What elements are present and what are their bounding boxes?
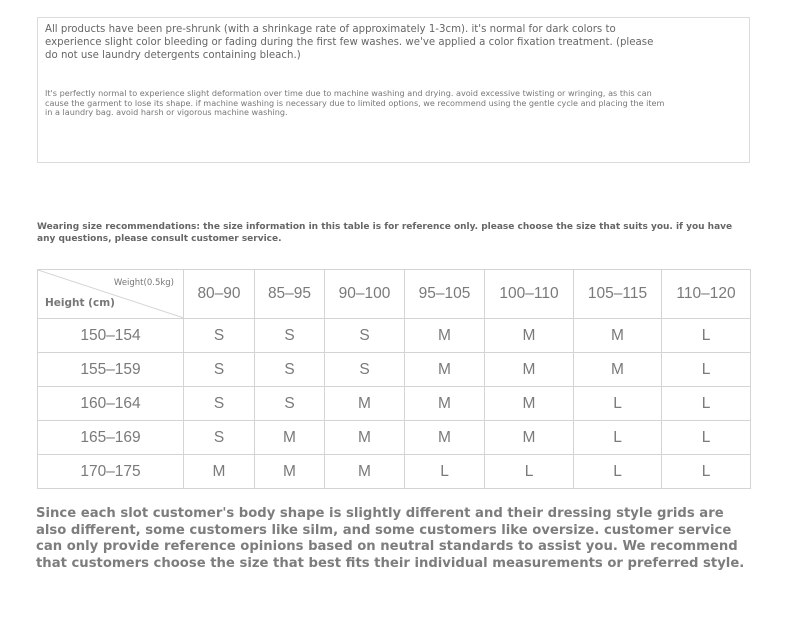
weight-column-header: 85–95 xyxy=(255,270,325,319)
size-cell: S xyxy=(184,421,255,455)
size-cell: M xyxy=(485,387,574,421)
size-cell: M xyxy=(184,455,255,489)
size-cell: S xyxy=(255,387,325,421)
fit-disclaimer-note: Since each slot customer's body shape is slightly different and their dressing style grids are also different, some customers like silm, and some customers like oversize. customer service can only provide reference opinions based on neutral standards to assist you. We recommend that customers choose the size that best fits their individual measurements or preferred style. xyxy=(36,506,745,571)
size-cell: S xyxy=(255,353,325,387)
weight-column-header: 105–115 xyxy=(574,270,662,319)
size-cell: S xyxy=(184,387,255,421)
care-paragraph-washing: It's perfectly normal to experience slight deformation over time due to machine washing and drying. avoid excessive twisting or wringing, as this can cause the garment to lose its shape. if machine washing is necessary due to limited options, we recommend using the gentle cycle and placing the item in a laundry bag. avoid harsh or vigorous machine washing. xyxy=(45,88,665,117)
weight-column-header: 110–120 xyxy=(662,270,751,319)
table-row xyxy=(38,387,751,421)
weight-column-header: 80–90 xyxy=(184,270,255,319)
height-cell: 170–175 xyxy=(38,455,184,489)
height-axis-label: Height (cm) xyxy=(45,297,115,309)
size-cell: S xyxy=(325,319,405,353)
size-cell: M xyxy=(485,421,574,455)
height-cell: 160–164 xyxy=(38,387,184,421)
size-cell: L xyxy=(485,455,574,489)
size-cell: L xyxy=(662,387,751,421)
size-cell: M xyxy=(574,353,662,387)
size-cell: M xyxy=(325,455,405,489)
height-cell: 150–154 xyxy=(38,319,184,353)
size-cell: M xyxy=(405,421,485,455)
size-cell: S xyxy=(325,353,405,387)
size-cell: M xyxy=(325,421,405,455)
size-chart-header-row xyxy=(38,270,751,319)
size-cell: M xyxy=(255,421,325,455)
size-cell: S xyxy=(255,319,325,353)
weight-column-header: 95–105 xyxy=(405,270,485,319)
size-cell: M xyxy=(485,319,574,353)
size-cell: M xyxy=(405,319,485,353)
care-paragraph-shrinkage: All products have been pre-shrunk (with a shrinkage rate of approximately 1-3cm). it's normal for dark colors to experience slight color bleeding or fading during the first few washes. we've applied a color fixation treatment. (please do not use laundry detergents containing bleach.) xyxy=(45,24,654,61)
size-cell: L xyxy=(662,455,751,489)
corner-header-cell xyxy=(38,270,184,319)
size-cell: M xyxy=(405,387,485,421)
weight-column-header: 90–100 xyxy=(325,270,405,319)
table-row xyxy=(38,353,751,387)
table-row xyxy=(38,421,751,455)
table-row xyxy=(38,319,751,353)
size-cell: M xyxy=(574,319,662,353)
size-cell: L xyxy=(405,455,485,489)
size-cell: M xyxy=(325,387,405,421)
size-cell: L xyxy=(574,421,662,455)
weight-axis-label: Weight(0.5kg) xyxy=(113,278,174,288)
size-cell: S xyxy=(184,353,255,387)
height-cell: 155–159 xyxy=(38,353,184,387)
weight-column-header: 100–110 xyxy=(485,270,574,319)
size-cell: S xyxy=(184,319,255,353)
size-cell: L xyxy=(574,455,662,489)
size-cell: L xyxy=(662,421,751,455)
size-recommendation-intro: Wearing size recommendations: the size information in this table is for reference only. please choose the size that suits you. if you have any questions, please consult customer service. xyxy=(37,222,733,244)
size-cell: L xyxy=(662,353,751,387)
size-cell: L xyxy=(574,387,662,421)
size-cell: M xyxy=(405,353,485,387)
height-cell: 165–169 xyxy=(38,421,184,455)
size-cell: L xyxy=(662,319,751,353)
size-chart-table xyxy=(37,269,751,489)
table-row xyxy=(38,455,751,489)
size-cell: M xyxy=(255,455,325,489)
size-cell: M xyxy=(485,353,574,387)
